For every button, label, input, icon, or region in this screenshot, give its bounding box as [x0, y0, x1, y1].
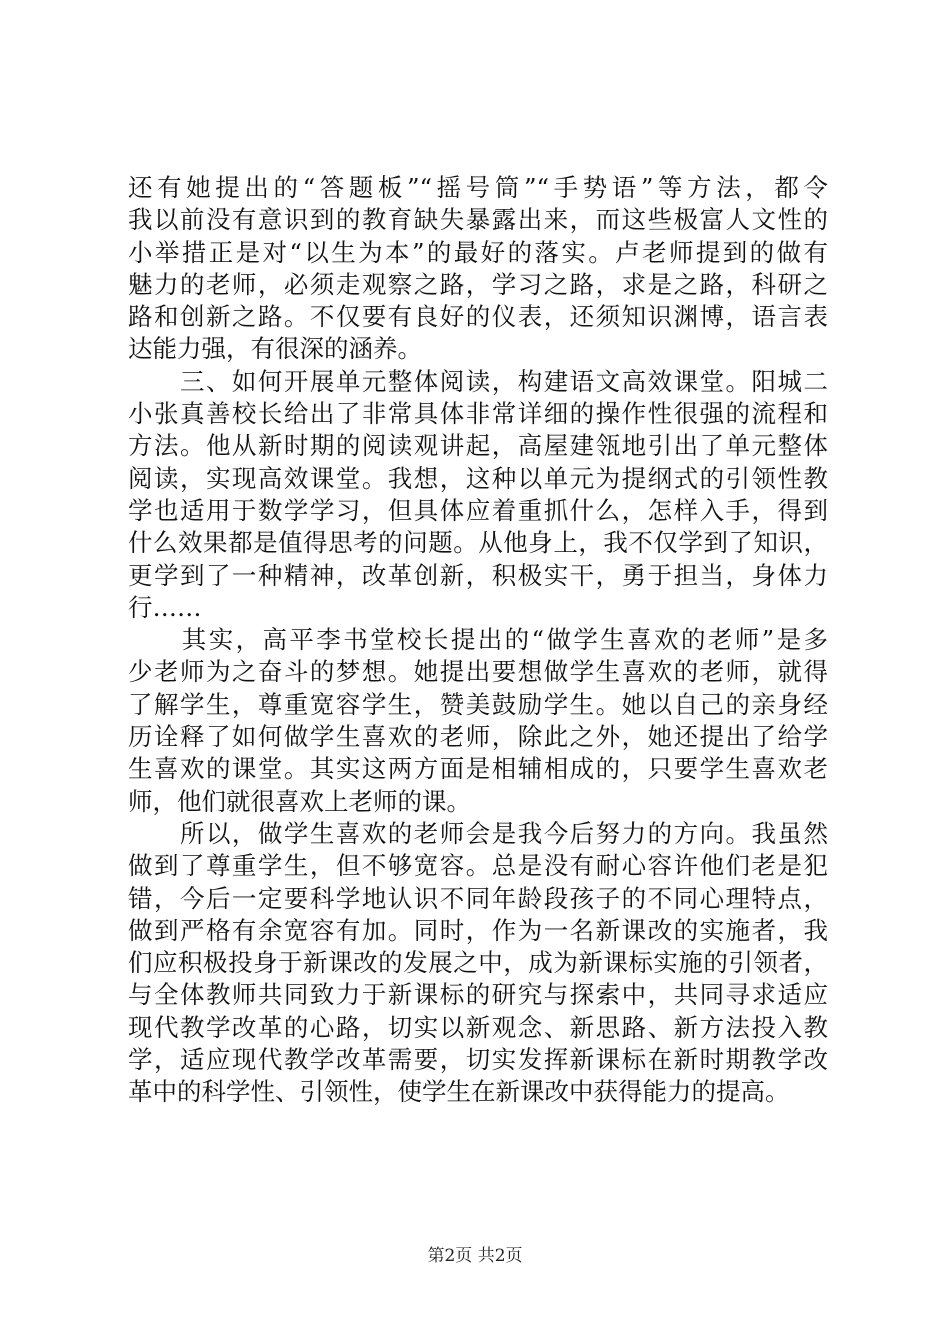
text-line: 现代教学改革的心路，切实以新观念、新思路、新方法投入教	[128, 1012, 828, 1042]
text-line: 魅力的老师，必须走观察之路，学习之路，求是之路，科研之	[128, 269, 828, 299]
text-line: 小张真善校长给出了非常具体非常详细的操作性很强的流程和	[128, 399, 828, 429]
text-line: 达能力强，有很深的涵养。	[128, 334, 422, 364]
text-line: 方法。他从新时期的阅读观讲起，高屋建瓴地引出了单元整体	[128, 431, 828, 461]
text-line: 历诠释了如何做学生喜欢的老师，除此之外，她还提出了给学	[128, 722, 828, 752]
text-line: 小举措正是对“以生为本”的最好的落实。卢老师提到的做有	[128, 237, 828, 267]
text-line: 与全体教师共同致力于新课标的研究与探索中，共同寻求适应	[128, 980, 828, 1010]
text-line: 其实，高平李书堂校长提出的“做学生喜欢的老师”是多	[128, 625, 828, 655]
text-line: 学，适应现代教学改革需要，切实发挥新课标在新时期教学改	[128, 1045, 828, 1075]
text-line: 了解学生，尊重宽容学生，赞美鼓励学生。她以自己的亲身经	[128, 689, 828, 719]
text-line: 生喜欢的课堂。其实这两方面是相辅相成的，只要学生喜欢老	[128, 754, 828, 784]
text-line: 做到严格有余宽容有加。同时，作为一名新课改的实施者，我	[128, 915, 828, 945]
text-line: 更学到了一种精神，改革创新，积极实干，勇于担当，身体力	[128, 560, 828, 590]
text-line: 师，他们就很喜欢上老师的课。	[128, 786, 471, 816]
text-line: 革中的科学性、引领性，使学生在新课改中获得能力的提高。	[128, 1077, 790, 1107]
text-line: 路和创新之路。不仅要有良好的仪表，还须知识渊博，语言表	[128, 302, 828, 332]
text-line: 三、如何开展单元整体阅读，构建语文高效课堂。阳城二	[128, 366, 828, 396]
body-text	[128, 172, 828, 1109]
text-line: 行……	[128, 592, 202, 622]
text-line: 所以，做学生喜欢的老师会是我今后努力的方向。我虽然	[128, 818, 828, 848]
text-line: 学也适用于数学学习，但具体应着重抓什么，怎样入手，得到	[128, 495, 828, 525]
text-line: 们应积极投身于新课改的发展之中，成为新课标实施的引领者，	[128, 948, 828, 978]
page-number-footer: 第2页 共2页	[427, 1246, 523, 1266]
text-line: 阅读，实现高效课堂。我想，这种以单元为提纲式的引领性教	[128, 463, 828, 493]
text-line: 做到了尊重学生，但不够宽容。总是没有耐心容许他们老是犯	[128, 851, 828, 881]
text-line: 还有她提出的“答题板”“摇号筒”“手势语”等方法，都令	[128, 173, 828, 202]
text-line: 我以前没有意识到的教育缺失暴露出来，而这些极富人文性的	[128, 205, 828, 235]
text-line: 错，今后一定要科学地认识不同年龄段孩子的不同心理特点，	[128, 883, 828, 913]
text-line: 少老师为之奋斗的梦想。她提出要想做学生喜欢的老师，就得	[128, 657, 828, 687]
text-line: 什么效果都是值得思考的问题。从他身上，我不仅学到了知识，	[128, 528, 828, 558]
